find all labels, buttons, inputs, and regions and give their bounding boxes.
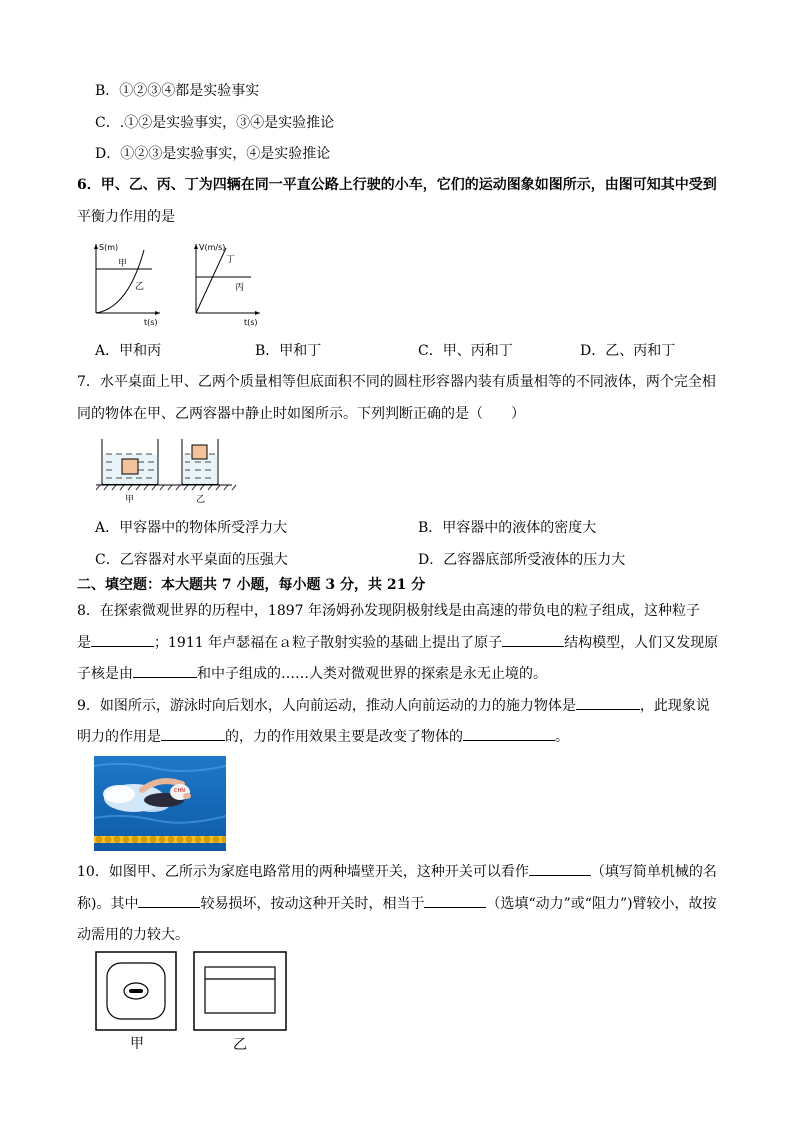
q8-line3-part1: 子核是由 (77, 666, 133, 682)
q8-line2-part1: 是 (77, 635, 91, 651)
q8-blank-2[interactable] (502, 632, 564, 647)
q7-option-d: D．乙容器底部所受液体的压力大 (418, 552, 626, 568)
q6-stem-line2: 平衡力作用的是 (77, 209, 175, 225)
q10-line2 (77, 893, 717, 914)
q6-option-b: B．甲和丁 (255, 343, 322, 359)
q9-blank-3[interactable] (463, 726, 555, 741)
q7-label-jia: 甲 (125, 495, 135, 505)
swimmer-cap-text: CHN (174, 788, 185, 794)
lane-rope (94, 836, 226, 843)
q7-stem-line2: 同的物体在甲、乙两容器中静止时如图所示。下列判断正确的是（ ） (77, 406, 525, 422)
q9-line2-part1: 明力的作用是 (77, 729, 161, 745)
q9-blank-1[interactable] (576, 695, 640, 710)
q8-blank-1[interactable] (91, 632, 154, 647)
q10-label-yi: 乙 (233, 1037, 247, 1053)
q8-line3-part2: 和中子组成的……人类对微观世界的探索是永无止境的。 (197, 666, 547, 682)
q9-line2-part3: 。 (555, 729, 569, 745)
q7-option-c: C．乙容器对水平桌面的压强大 (95, 552, 288, 568)
q5-option-d: D．①②③是实验事实，④是实验推论 (95, 146, 331, 162)
swimmer-photo (94, 756, 226, 851)
q6-graph2-curve-ding: 丁 (226, 255, 236, 265)
q9-line2-part2: 的，力的作用效果主要是改变了物体的 (225, 729, 463, 745)
q10-line2-part3: （选填“动力”或“阻力”)臂较小，故按 (486, 896, 717, 912)
q9-line1-part1: 9．如图所示，游泳时向后划水，人向前运动，推动人向前运动的力的施力物体是 (77, 698, 576, 714)
q8-line2 (77, 632, 718, 653)
q9-line2 (77, 726, 569, 747)
q10-line3: 动需用的力较大。 (77, 927, 189, 943)
q7-option-a: A．甲容器中的物体所受浮力大 (95, 520, 288, 536)
section-2-title: 二、填空题：本大题共 7 小题，每小题 3 分，共 21 分 (77, 577, 426, 593)
q6-stem-text: 6．甲、乙、丙、丁为四辆在同一平直公路上行驶的小车，它们的运动图象如图所示，由图可知其中受到 (77, 177, 717, 193)
q6-graph1-curve-yi: 乙 (135, 282, 145, 292)
q8-blank-3[interactable] (133, 663, 197, 678)
q6-option-d: D．乙、丙和丁 (580, 343, 676, 359)
q9-blank-2[interactable] (161, 726, 225, 741)
q8-line2-part2: ；1911 年卢瑟福在ａ粒子散射实验的基础上提出了原子 (154, 635, 503, 651)
q6-graph2-xlabel: t(s) (244, 318, 258, 327)
q7-stem-line1: 7．水平桌面上甲、乙两个质量相等但底面积不同的圆柱形容器内装有质量相等的不同液体，两个完全相 (77, 374, 716, 390)
q10-line1-part1: 10．如图甲、乙所示为家庭电路常用的两种墙壁开关，这种开关可以看作 (77, 864, 529, 880)
q6-graph-distance-time (88, 238, 168, 328)
q6-option-c: C．甲、丙和丁 (418, 343, 513, 359)
q10-label-jia: 甲 (130, 1036, 144, 1052)
q6-graph2-curve-bing: 丙 (235, 283, 245, 293)
q10-line1-part2: （填写简单机械的名 (590, 864, 717, 880)
q6-graph1-ylabel: S(m) (99, 243, 119, 252)
q10-line2-part2: 较易损坏，按动这种开关时，相当于 (200, 896, 425, 912)
q6-graph1-curve-jia: 甲 (118, 259, 128, 269)
q5-option-b: B．①②③④都是实验事实 (95, 83, 260, 99)
q6-graph-velocity-time (188, 238, 268, 328)
q10-blank-3[interactable] (424, 893, 486, 908)
q8-line2-part3: 结构模型，人们又发现原 (564, 635, 719, 651)
q10-blank-1[interactable] (529, 861, 591, 876)
q5-option-c: C．.①②是实验事实，③④是实验推论 (95, 115, 335, 131)
q6-stem-line1 (77, 175, 717, 195)
q10-line1 (77, 861, 717, 882)
q9-line1 (77, 695, 710, 716)
q8-line3 (77, 663, 547, 684)
q7-option-b: B．甲容器中的液体的密度大 (418, 520, 597, 536)
q6-graph2-ylabel: V(m/s) (199, 243, 226, 252)
q7-label-yi: 乙 (196, 495, 206, 505)
q10-switches-figure (94, 950, 294, 1060)
q7-containers-figure (92, 436, 237, 506)
q6-graph1-xlabel: t(s) (144, 318, 158, 327)
q10-line2-part1: 称)。其中 (77, 896, 139, 912)
q9-line1-part2: ，此现象说 (639, 698, 710, 714)
q8-line1: 8．在探索微观世界的历程中，1897 年汤姆孙发现阴极射线是由高速的带负电的粒子组成，这种粒子 (77, 603, 700, 619)
q10-blank-2[interactable] (138, 893, 200, 908)
q6-option-a: A．甲和丙 (95, 343, 162, 359)
